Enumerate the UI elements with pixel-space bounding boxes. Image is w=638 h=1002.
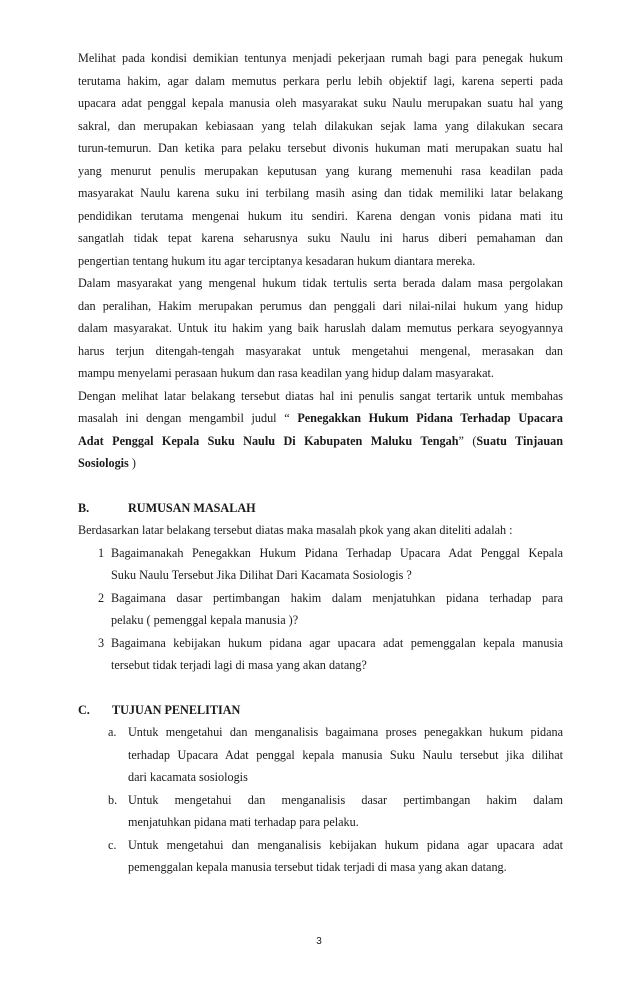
section-heading-b [78, 497, 563, 520]
list-item [78, 542, 563, 587]
text-line: Dengan melihat latar belakang tersebut diatas hal ini penulis sangat tertarik untuk membahas [78, 388, 563, 403]
paragraph-latar-belakang-3 [78, 385, 563, 475]
text-line [78, 430, 563, 453]
text-line: Suku Naulu Tersebut Jika Dilihat Dari Kacamata Sosiologis ? [111, 568, 412, 582]
text-line: menjatuhkan pidana mati terhadap para pelaku. [128, 815, 359, 829]
list-marker: 3 [98, 635, 105, 650]
thesis-title-part: Adat Penggal Kepala Suku Naulu Di Kabupaten Maluku Tengah [78, 433, 459, 448]
text-line: sangatlah tidak tepat karena seharusnya suku Naulu ini harus diberi pemahaman dan [78, 231, 563, 245]
text-segment: ” ( [458, 433, 477, 448]
text-line: pemenggalan kepala manusia tersebut tidak terjadi di masa yang akan datang. [128, 860, 507, 874]
paragraph-latar-belakang-1 [78, 47, 563, 272]
text-line: terutama hakim, agar dalam memutus perkara perlu lebih objektif lagi, karena seperti pada [78, 73, 563, 88]
list-marker: b. [108, 792, 118, 807]
thesis-subtitle-part: Suatu Tinjauan [476, 433, 563, 448]
list-item [78, 587, 563, 632]
list-marker: c. [108, 837, 117, 852]
text-segment: masalah ini dengan mengambil judul “ [78, 411, 298, 425]
text-line: dalam masyarakat. Untuk itu hakim yang baik haruslah dalam memutus perkara seyogyannya [78, 321, 563, 335]
document-body [78, 47, 563, 879]
text-line [78, 452, 563, 475]
text-line: yang menurut penulis merupakan keputusan yang kurang memenuhi rasa keadilan pada [78, 163, 563, 178]
text-line: Untuk mengetahui dan menganalisis dasar pertimbangan hakim dalam [128, 792, 563, 807]
text-line: Bagaimana dasar pertimbangan hakim dalam menjatuhkan pidana terhadap para [111, 590, 563, 605]
text-line: tersebut tidak terjadi lagi di masa yang akan datang? [111, 658, 367, 672]
text-line: harus terjun ditengah-tengah masyarakat untuk mengetahui mengenal, merasakan dan [78, 343, 563, 358]
section-number: B. [78, 500, 90, 515]
tujuan-penelitian-list [78, 721, 563, 879]
text-line: upacara adat penggal kepala manusia oleh masyarakat suku Naulu merupakan suatu hal yang [78, 96, 563, 110]
section-title: RUMUSAN MASALAH [128, 500, 256, 515]
list-item [78, 834, 563, 879]
text-line: turun-temurun. Dan ketika para pelaku tersebut divonis hukuman mati merupakan suatu hal [78, 141, 563, 155]
text-line: dan peralihan, Hakim merupakan perumus dan penggali dari nilai-nilai hukum yang hidup [78, 298, 563, 313]
list-item [78, 632, 563, 677]
text-line: pendidikan terutama mengenai hukum itu sendiri. Karena dengan vonis pidana mati itu [78, 208, 563, 223]
text-line: pengertian tentang hukum itu agar terciptanya kesadaran hukum diantara mereka. [78, 253, 476, 268]
rumusan-masalah-list [78, 542, 563, 677]
text-line: Bagaimana kebijakan hukum pidana agar upacara adat pemenggalan kepala manusia [111, 635, 563, 650]
page-number: 3 [316, 936, 322, 947]
text-line: masyarakat Naulu karena suku ini terbilang masih asing dan tidak memiliki latar belakang [78, 186, 563, 200]
list-marker: 1 [98, 545, 105, 560]
section-number: C. [78, 702, 90, 717]
paragraph-latar-belakang-2 [78, 272, 563, 385]
text-line: Dalam masyarakat yang mengenal hukum tidak tertulis serta berada dalam masa pergolakan [78, 276, 563, 290]
text-line: terhadap Upacara Adat penggal kepala manusia Suku Naulu tersebut jika dilihat [128, 747, 563, 762]
list-item [78, 721, 563, 789]
text-line: Melihat pada kondisi demikian tentunya menjadi pekerjaan rumah bagi para penegak hukum [78, 51, 563, 65]
text-line: mampu menyelami perasaan hukum dan rasa keadilan yang hidup dalam masyarakat. [78, 366, 494, 380]
section-title: TUJUAN PENELITIAN [112, 702, 241, 717]
text-segment: ) [128, 456, 136, 470]
text-line [78, 407, 563, 430]
list-marker: a. [108, 725, 117, 739]
text-line: Untuk mengetahui dan menganalisis kebijakan hukum pidana agar upacara adat [128, 837, 563, 852]
text-line: dari kacamata sosiologis [128, 770, 248, 784]
section-intro: Berdasarkan latar belakang tersebut diatas maka masalah pkok yang akan diteliti adalah : [78, 523, 513, 537]
text-line: sakral, dan merupakan kebiasaan yang telah dilakukan sejak lama yang dilakukan secara [78, 118, 563, 133]
text-line: Untuk mengetahui dan menganalisis bagaimana proses penegakkan hukum pidana [128, 725, 563, 739]
thesis-title-part: Penegakkan Hukum Pidana Terhadap Upacara [297, 411, 563, 425]
thesis-subtitle-part: Sosiologis [78, 456, 129, 470]
list-item [78, 789, 563, 834]
section-heading-c [78, 699, 563, 722]
text-line: pelaku ( pemenggal kepala manusia )? [111, 613, 299, 627]
text-line: Bagaimanakah Penegakkan Hukum Pidana Terhadap Upacara Adat Penggal Kepala [111, 545, 563, 560]
list-marker: 2 [98, 590, 105, 605]
